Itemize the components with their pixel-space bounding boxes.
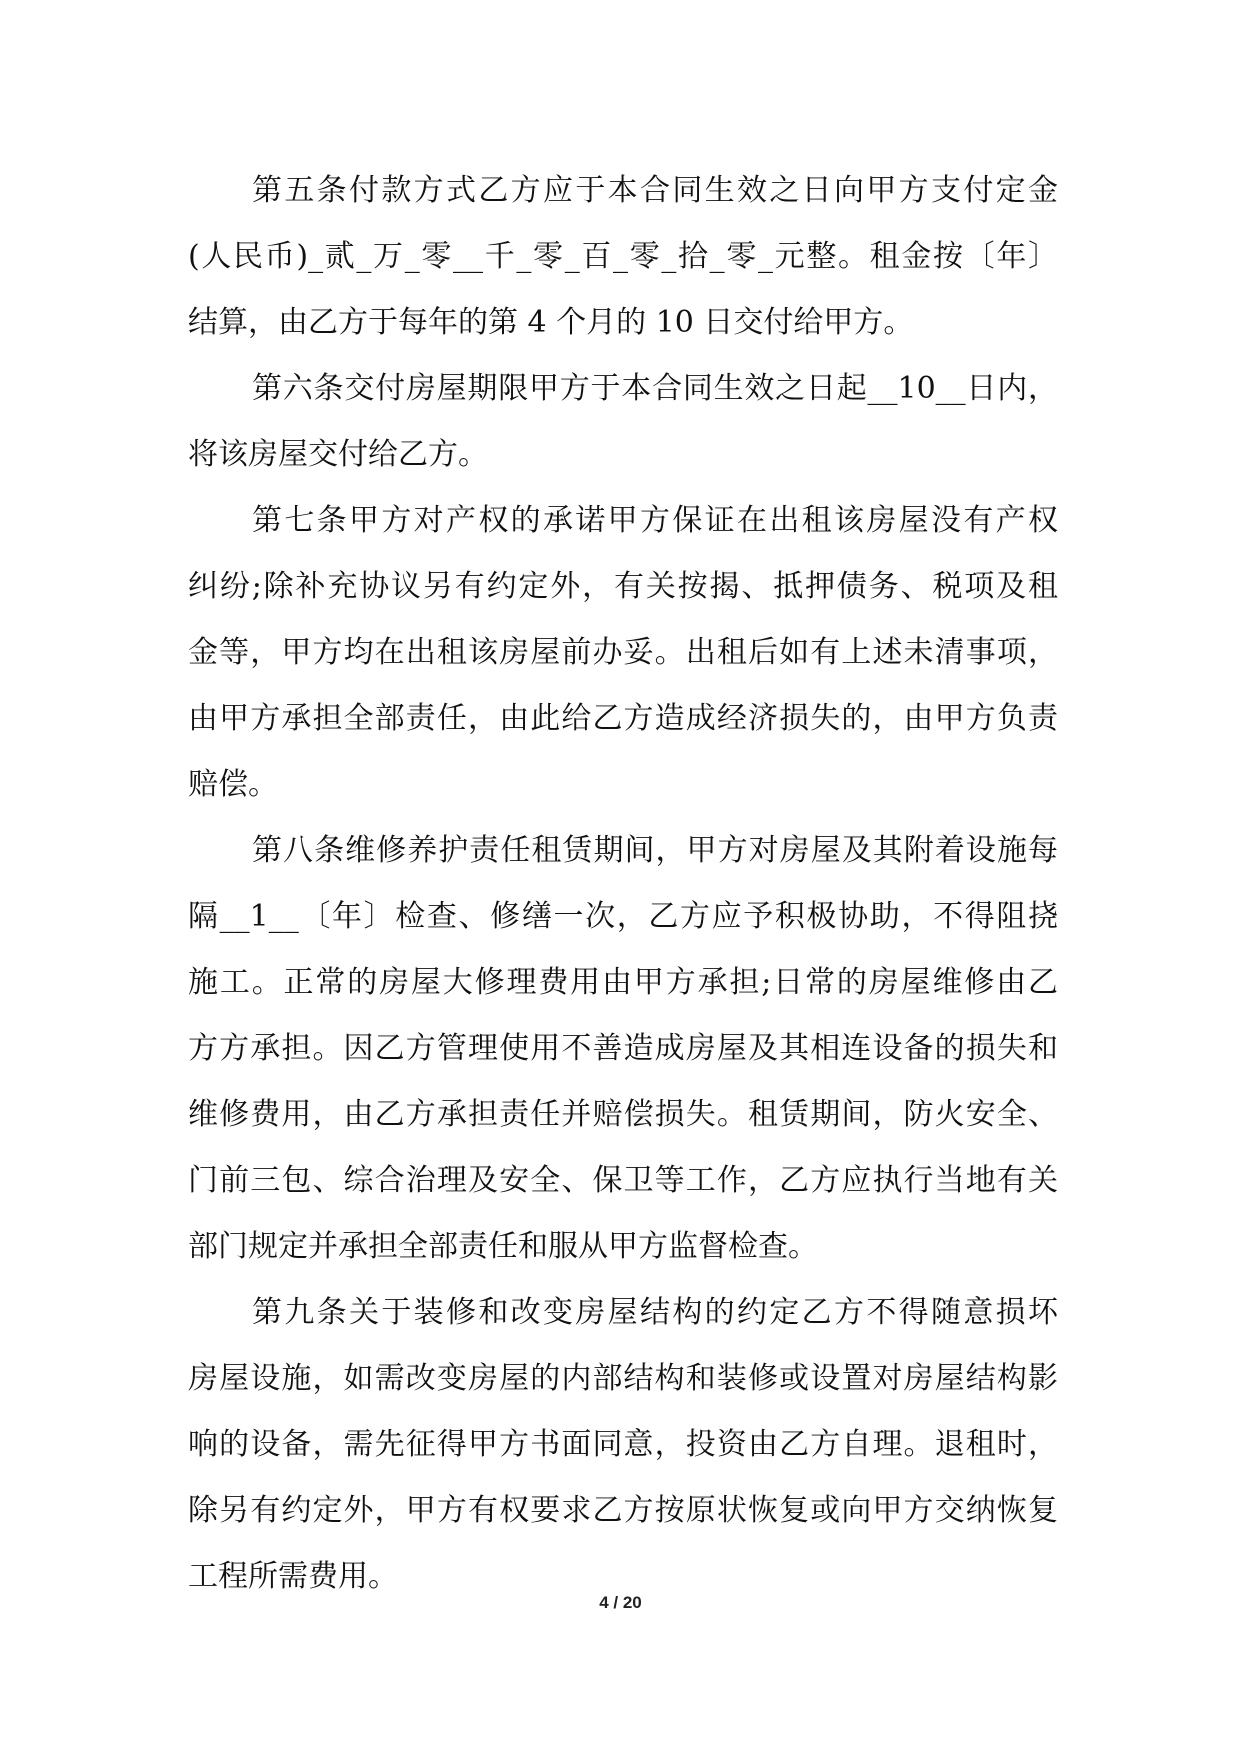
page-number: 4 / 20 (599, 1593, 642, 1612)
text-line: 第九条关于装修和改变房屋结构的约定乙方不得随意损坏 (252, 1295, 1058, 1330)
text-line: 维修费用，由乙方承担责任并赔偿损失。租赁期间，防火安全、 (188, 1097, 1058, 1132)
text-line: (人民币)_贰_万_零__千_零_百_零_拾_零_元整。租金按〔年〕 (188, 239, 1058, 274)
text-line: 门前三包、综合治理及安全、保卫等工作，乙方应执行当地有关 (188, 1163, 1058, 1198)
text-line: 除另有约定外，甲方有权要求乙方按原状恢复或向甲方交纳恢复 (188, 1493, 1058, 1528)
text-line: 隔__1__〔年〕检查、修缮一次，乙方应予积极协助，不得阻挠 (188, 899, 1058, 934)
text-line: 部门规定并承担全部责任和服从甲方监督检查。 (188, 1229, 818, 1264)
text-line: 赔偿。 (188, 767, 278, 802)
text-line: 第五条付款方式乙方应于本合同生效之日向甲方支付定金 (252, 173, 1058, 208)
text-line: 方方承担。因乙方管理使用不善造成房屋及其相连设备的损失和 (188, 1031, 1058, 1066)
text-line: 由甲方承担全部责任，由此给乙方造成经济损失的，由甲方负责 (188, 701, 1058, 736)
text-line: 金等，甲方均在出租该房屋前办妥。出租后如有上述未清事项， (188, 635, 1058, 670)
text-line: 结算，由乙方于每年的第 4 个月的 10 日交付给甲方。 (188, 305, 914, 340)
text-line: 工程所需费用。 (188, 1559, 398, 1594)
text-line: 施工。正常的房屋大修理费用由甲方承担;日常的房屋维修由乙 (188, 965, 1058, 1000)
text-line: 将该房屋交付给乙方。 (188, 437, 488, 472)
text-line: 纠纷;除补充协议另有约定外，有关按揭、抵押债务、税项及租 (188, 569, 1058, 604)
document-body (188, 158, 1058, 1610)
text-line: 第七条甲方对产权的承诺甲方保证在出租该房屋没有产权 (252, 503, 1058, 538)
text-line: 响的设备，需先征得甲方书面同意，投资由乙方自理。退租时， (188, 1427, 1058, 1462)
text-line: 第六条交付房屋期限甲方于本合同生效之日起__10__日内， (252, 371, 1058, 406)
text-line: 第八条维修养护责任租赁期间，甲方对房屋及其附着设施每 (252, 833, 1058, 868)
text-line: 房屋设施，如需改变房屋的内部结构和装修或设置对房屋结构影 (188, 1361, 1058, 1396)
